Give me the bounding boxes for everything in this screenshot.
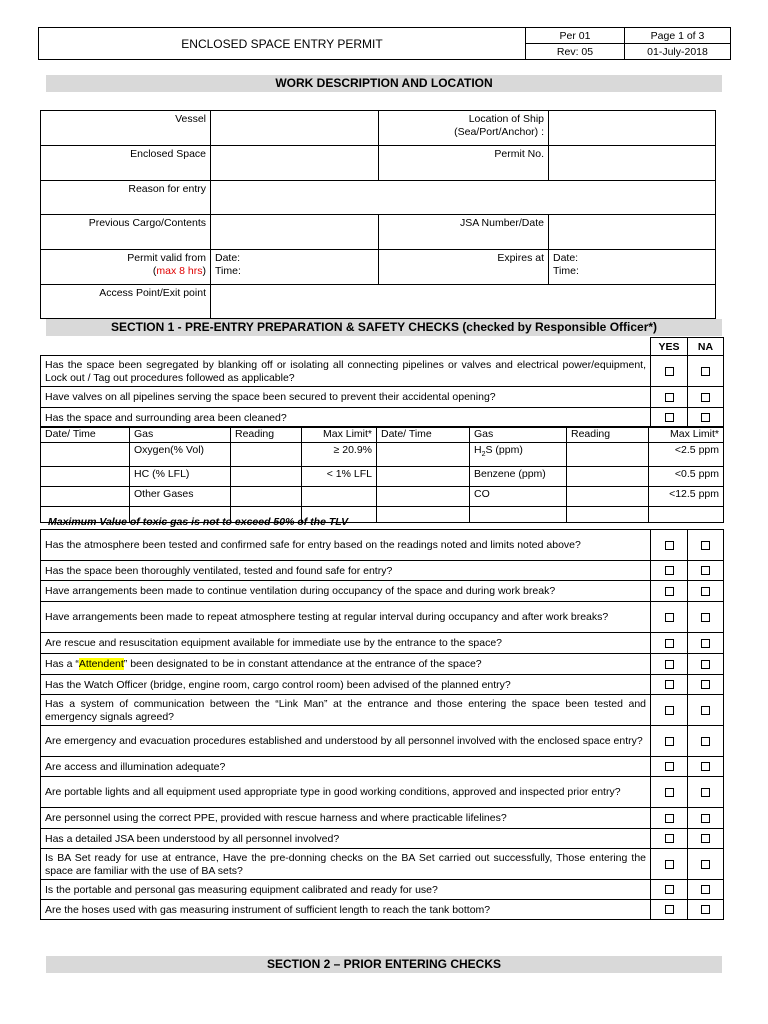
yes-checkbox[interactable]	[665, 706, 674, 715]
permit-no-field[interactable]	[549, 146, 716, 181]
yes-checkbox[interactable]	[665, 413, 674, 422]
yes-cell	[651, 530, 688, 561]
na-checkbox[interactable]	[701, 413, 710, 422]
expires-time-label: Time:	[553, 265, 579, 277]
checklist-question: Are portable lights and all equipment used appropriate type in good working conditions, approved and inspected prior entry?	[41, 777, 651, 808]
yes-checkbox[interactable]	[665, 393, 674, 402]
expires-field[interactable]	[549, 250, 716, 285]
yes-cell	[651, 654, 688, 675]
na-checkbox[interactable]	[701, 905, 710, 914]
gas-reading-field[interactable]	[231, 467, 302, 487]
gas-header-cell: Max Limit*	[649, 427, 724, 443]
na-cell	[688, 726, 724, 757]
na-cell	[688, 757, 724, 777]
checklist-row	[41, 757, 724, 777]
enclosed-space-label: Enclosed Space	[41, 146, 211, 181]
yes-cell	[651, 808, 688, 829]
na-checkbox[interactable]	[701, 762, 710, 771]
checklist-row	[41, 880, 724, 900]
expires-date-label: Date:	[553, 252, 579, 264]
gas-name: CO	[470, 487, 567, 507]
yes-checkbox[interactable]	[665, 788, 674, 797]
yes-cell	[651, 408, 688, 428]
na-checkbox[interactable]	[701, 639, 710, 648]
reason-field[interactable]	[211, 181, 716, 215]
yes-cell	[651, 777, 688, 808]
na-cell	[688, 808, 724, 829]
gas-header-cell: Date/ Time	[377, 427, 470, 443]
checklist-question: Are the hoses used with gas measuring instrument of sufficient length to reach the tank bottom?	[41, 900, 651, 920]
yes-cell	[651, 726, 688, 757]
gas-limit: < 1% LFL	[302, 467, 377, 487]
gas-limit: <2.5 ppm	[649, 443, 724, 467]
gas-datetime-field[interactable]	[377, 487, 470, 507]
gas-datetime-field[interactable]	[41, 443, 130, 467]
checklist-question: Have arrangements been made to repeat atmosphere testing at regular interval during occupancy and after work breaks?	[41, 602, 651, 633]
checklist-question: Has the atmosphere been tested and confirmed safe for entry based on the readings noted and limits noted above?	[41, 530, 651, 561]
valid-from-label	[41, 250, 211, 285]
checklist-row	[41, 581, 724, 602]
yes-cell	[651, 561, 688, 581]
gas-name: $H_2S$ (ppm)	[470, 443, 567, 467]
gas-name: Other Gases	[130, 487, 231, 507]
checklist-question: Are access and illumination adequate?	[41, 757, 651, 777]
location-label	[379, 111, 549, 146]
yes-cell	[651, 695, 688, 726]
permit-no-label: Permit No.	[379, 146, 549, 181]
yes-checkbox[interactable]	[665, 541, 674, 550]
na-cell	[688, 654, 724, 675]
checklist-question: Has a system of communication between the “Link Man” at the entrance and those entering the space been tested and emergency signals agreed?	[41, 695, 651, 726]
gas-reading-field[interactable]	[567, 443, 649, 467]
yes-checkbox[interactable]	[665, 587, 674, 596]
previous-cargo-label: Previous Cargo/Contents	[41, 215, 211, 250]
gas-header-cell: Reading	[567, 427, 649, 443]
yes-column-header: YES	[651, 338, 688, 356]
na-cell	[688, 675, 724, 695]
yes-checkbox[interactable]	[665, 834, 674, 843]
na-checkbox[interactable]	[701, 885, 710, 894]
gas-row	[41, 443, 724, 467]
gas-row	[41, 467, 724, 487]
na-cell	[688, 829, 724, 849]
na-checkbox[interactable]	[701, 541, 710, 550]
gas-header-cell: Date/ Time	[41, 427, 130, 443]
gas-reading-field[interactable]	[567, 467, 649, 487]
revision-date: 01-July-2018	[625, 44, 731, 60]
location-label-line2: (Sea/Port/Anchor) :	[454, 126, 544, 138]
na-checkbox[interactable]	[701, 613, 710, 622]
na-checkbox[interactable]	[701, 737, 710, 746]
checklist-question: Has a “Attendent” been designated to be in constant attendance at the entrance of the space?	[41, 654, 651, 675]
max-hours-note: (max 8 hrs)	[152, 265, 206, 277]
checklist-question: Has the space and surrounding area been cleaned?	[41, 408, 651, 428]
gas-reading-field[interactable]	[567, 487, 649, 507]
checklist-row	[41, 777, 724, 808]
expires-label: Expires at	[379, 250, 549, 285]
na-checkbox[interactable]	[701, 814, 710, 823]
location-field[interactable]	[549, 111, 716, 146]
gas-reading-field[interactable]	[567, 507, 649, 523]
valid-from-field[interactable]	[211, 250, 379, 285]
vessel-field[interactable]	[211, 111, 379, 146]
na-column-header: NA	[688, 338, 724, 356]
yes-checkbox[interactable]	[665, 613, 674, 622]
jsa-label: JSA Number/Date	[379, 215, 549, 250]
access-point-field[interactable]	[211, 285, 716, 319]
na-cell	[688, 849, 724, 880]
safety-checklist	[40, 529, 724, 920]
gas-limit	[649, 507, 724, 523]
location-label-line1: Location of Ship	[468, 113, 544, 125]
yes-cell	[651, 602, 688, 633]
yes-checkbox[interactable]	[665, 566, 674, 575]
yes-checkbox[interactable]	[665, 367, 674, 376]
tlv-note: Maximum Value of toxic gas is not to exceed 50% of the TLV	[48, 516, 349, 528]
na-cell	[688, 408, 724, 428]
yes-cell	[651, 633, 688, 654]
checklist-question: Have arrangements been made to continue ventilation during occupancy of the space and during work break?	[41, 581, 651, 602]
na-cell	[688, 530, 724, 561]
checklist-row	[41, 726, 724, 757]
yes-cell	[651, 849, 688, 880]
yes-cell	[651, 829, 688, 849]
gas-header-cell: Gas	[130, 427, 231, 443]
checklist-row	[41, 387, 724, 408]
checklist-question: Are emergency and evacuation procedures established and understood by all personnel involved with the enclosed space entry?	[41, 726, 651, 757]
checklist-row	[41, 808, 724, 829]
gas-limit: ≥ 20.9%	[302, 443, 377, 467]
yes-cell	[651, 387, 688, 408]
page-number: Page 1 of 3	[625, 28, 731, 44]
checklist-question: Is the portable and personal gas measuring equipment calibrated and ready for use?	[41, 880, 651, 900]
checklist-row	[41, 849, 724, 880]
na-cell	[688, 633, 724, 654]
yes-cell	[651, 581, 688, 602]
checklist-row	[41, 408, 724, 428]
access-point-label: Access Point/Exit point	[41, 285, 211, 319]
checklist-row	[41, 829, 724, 849]
yes-cell	[651, 675, 688, 695]
revision: Rev: 05	[526, 44, 625, 60]
max-hours-text: max 8 hrs	[156, 265, 203, 277]
gas-header-cell: Max Limit*	[302, 427, 377, 443]
na-cell	[688, 561, 724, 581]
gas-limit: <12.5 ppm	[649, 487, 724, 507]
yes-checkbox[interactable]	[665, 762, 674, 771]
checklist-question: Has the space been thoroughly ventilated, tested and found safe for entry?	[41, 561, 651, 581]
gas-datetime-field[interactable]	[377, 443, 470, 467]
checklist-row	[41, 530, 724, 561]
gas-row	[41, 487, 724, 507]
yes-checkbox[interactable]	[665, 639, 674, 648]
gas-limit: <0.5 ppm	[649, 467, 724, 487]
na-cell	[688, 387, 724, 408]
jsa-field[interactable]	[549, 215, 716, 250]
gas-datetime-field[interactable]	[41, 487, 130, 507]
na-checkbox[interactable]	[701, 393, 710, 402]
yes-cell	[651, 757, 688, 777]
gas-header-cell: Reading	[231, 427, 302, 443]
yes-checkbox[interactable]	[665, 860, 674, 869]
gas-readings-table	[40, 426, 724, 523]
gas-datetime-field[interactable]	[377, 507, 470, 523]
na-checkbox[interactable]	[701, 680, 710, 689]
na-checkbox[interactable]	[701, 834, 710, 843]
na-cell	[688, 695, 724, 726]
checklist-question: Has the Watch Officer (bridge, engine room, cargo control room) been advised of the planned entry?	[41, 675, 651, 695]
checklist-question: Has the space been segregated by blanking off or isolating all connecting pipelines or valves and electrical power/equipment, Lock out / Tag out procedures followed as applicable?	[41, 356, 651, 387]
yes-checkbox[interactable]	[665, 814, 674, 823]
attendent-highlight: Attendent	[78, 658, 124, 670]
na-cell	[688, 602, 724, 633]
reason-label: Reason for entry	[41, 181, 211, 215]
document-number: Per 01	[526, 28, 625, 44]
valid-time-label: Time:	[215, 265, 241, 277]
yes-cell	[651, 356, 688, 387]
gas-name	[470, 507, 567, 523]
checklist-row	[41, 654, 724, 675]
checklist-question: Has a detailed JSA been understood by all personnel involved?	[41, 829, 651, 849]
yes-cell	[651, 900, 688, 920]
gas-reading-field[interactable]	[231, 443, 302, 467]
gas-name: Oxygen(% Vol)	[130, 443, 231, 467]
gas-datetime-field[interactable]	[41, 467, 130, 487]
na-cell	[688, 581, 724, 602]
na-checkbox[interactable]	[701, 706, 710, 715]
na-cell	[688, 900, 724, 920]
gas-datetime-field[interactable]	[377, 467, 470, 487]
na-checkbox[interactable]	[701, 566, 710, 575]
na-checkbox[interactable]	[701, 660, 710, 669]
checklist-row	[41, 602, 724, 633]
work-description-heading: WORK DESCRIPTION AND LOCATION	[46, 75, 722, 92]
section1-heading: SECTION 1 - PRE-ENTRY PREPARATION & SAFETY CHECKS (checked by Responsible Officer*)	[46, 319, 722, 336]
gas-header-cell: Gas	[470, 427, 567, 443]
checklist-question: Are personnel using the correct PPE, provided with rescue harness and where practicable lifelines?	[41, 808, 651, 829]
checklist-row	[41, 356, 724, 387]
pre-checks-table	[40, 337, 724, 428]
na-checkbox[interactable]	[701, 788, 710, 797]
checklist-question: Have valves on all pipelines serving the space been secured to prevent their accidental opening?	[41, 387, 651, 408]
valid-from-text: Permit valid from	[127, 252, 206, 264]
gas-name: Benzene (ppm)	[470, 467, 567, 487]
checklist-row	[41, 900, 724, 920]
checklist-row	[41, 561, 724, 581]
document-title: ENCLOSED SPACE ENTRY PERMIT	[39, 28, 526, 60]
yes-checkbox[interactable]	[665, 660, 674, 669]
checklist-row	[41, 695, 724, 726]
vessel-label: Vessel	[41, 111, 211, 146]
checklist-question: Is BA Set ready for use at entrance, Have the pre-donning checks on the BA Set carried out successfully, Those entering the space are familiar with the use of BA sets?	[41, 849, 651, 880]
na-checkbox[interactable]	[701, 367, 710, 376]
gas-limit	[302, 487, 377, 507]
previous-cargo-field[interactable]	[211, 215, 379, 250]
na-cell	[688, 356, 724, 387]
gas-reading-field[interactable]	[231, 487, 302, 507]
na-cell	[688, 777, 724, 808]
checklist-row	[41, 633, 724, 654]
na-checkbox[interactable]	[701, 860, 710, 869]
valid-date-label: Date:	[215, 252, 241, 264]
checklist-question: Are rescue and resuscitation equipment available for immediate use by the entrance to the space?	[41, 633, 651, 654]
yes-cell	[651, 880, 688, 900]
na-cell	[688, 880, 724, 900]
yes-checkbox[interactable]	[665, 680, 674, 689]
yes-checkbox[interactable]	[665, 885, 674, 894]
gas-name: HC (% LFL)	[130, 467, 231, 487]
header-table	[38, 27, 731, 60]
work-description-table	[40, 110, 716, 319]
yes-checkbox[interactable]	[665, 905, 674, 914]
checklist-row	[41, 675, 724, 695]
enclosed-space-field[interactable]	[211, 146, 379, 181]
yes-checkbox[interactable]	[665, 737, 674, 746]
na-checkbox[interactable]	[701, 587, 710, 596]
section2-heading: SECTION 2 – PRIOR ENTERING CHECKS	[46, 956, 722, 973]
